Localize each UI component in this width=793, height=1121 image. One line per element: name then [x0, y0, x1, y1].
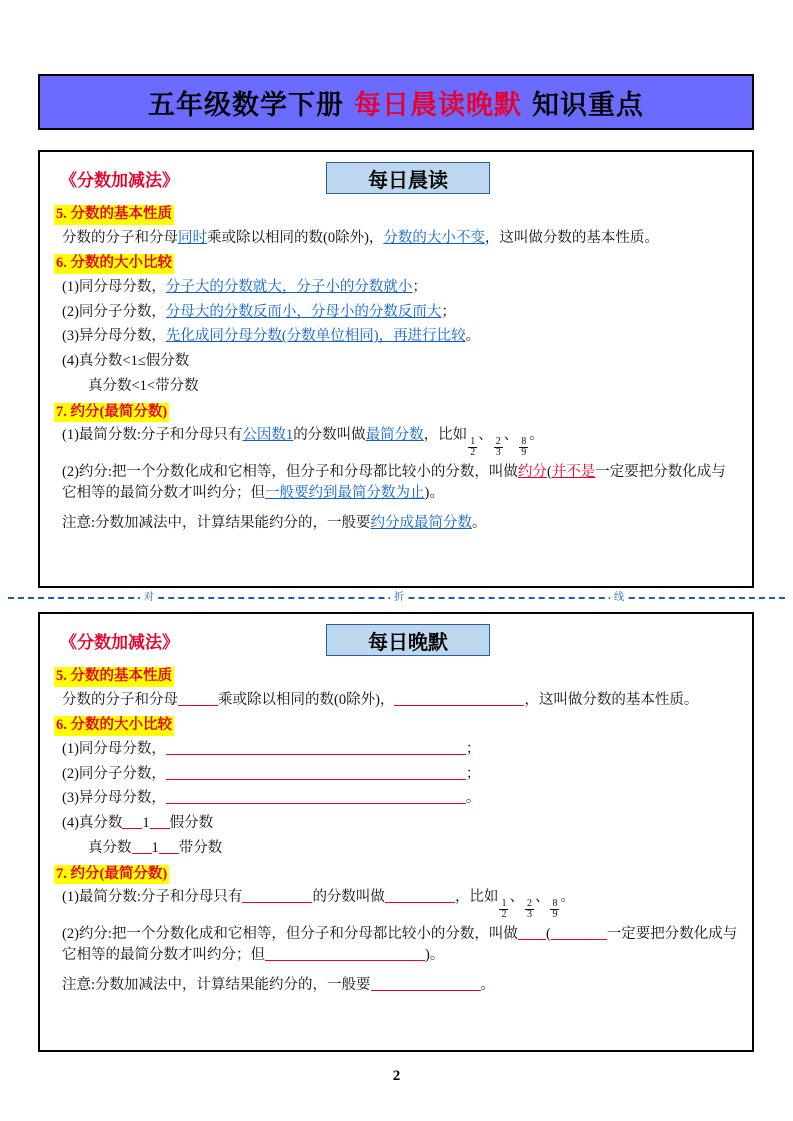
evening-heading-7: 7. 约分(最简分数): [54, 865, 169, 885]
morning-badge: 每日晨读: [326, 162, 490, 194]
fraction-one-half: $\frac{1}{2}$: [470, 435, 476, 459]
evening-item-6-5: [88, 838, 738, 860]
morning-item-7-2-b: 约分: [517, 463, 547, 480]
fraction-two-thirds: $\frac{2}{3}$: [495, 435, 501, 459]
evening-item-7-2-c: 一定要把分数化成与它相等的最简分数才叫约分；但: [62, 925, 738, 964]
evening-item-6-4-b: 1: [142, 815, 150, 832]
evening-item-7-2-d: )。: [425, 947, 445, 964]
morning-item-7-2-e: 一定要把分数化成与它相等的最简分数才叫约分；但: [62, 463, 726, 502]
evening-section-title: 《分数加减法》: [60, 633, 179, 652]
fraction-eight-ninths: $\frac{8}{9}$: [521, 435, 527, 459]
evening-note-a: 注意:分数加减法中，计算结果能约分的，一般要: [62, 977, 371, 994]
morning-item-6-1: [62, 277, 738, 299]
blank-field[interactable]: [371, 976, 481, 991]
evening-item-6-4-a: (4)真分数: [62, 815, 123, 832]
blank-field[interactable]: [122, 814, 142, 829]
fold-label-c: 线: [610, 588, 628, 603]
evening-text-5c: ，这叫做分数的基本性质。: [524, 691, 699, 708]
evening-heading-7-row: [54, 865, 738, 885]
page-title-banner: [38, 74, 754, 130]
evening-note-b: 。: [480, 977, 496, 994]
blank-field[interactable]: [166, 790, 466, 805]
morning-item-6-2-post: ；: [441, 303, 456, 320]
evening-item-6-5-a: 真分数: [88, 839, 132, 856]
evening-item-6-3-label: (3)异分母分数，: [62, 790, 166, 807]
evening-item-7-1-c: ，比如: [454, 889, 499, 906]
morning-heading-6: 6. 分数的大小比较: [54, 254, 174, 274]
morning-item-6-1-answer: 分子大的分数就大，分子小的分数就小: [165, 278, 413, 295]
morning-item-6-1-pre: (1)同分母分数，: [62, 278, 166, 295]
morning-item-6-2-answer: 分母大的分数反而小，分母小的分数反而大: [165, 303, 442, 320]
blank-field[interactable]: [518, 925, 546, 940]
evening-item-7-1-f: 。: [560, 889, 575, 906]
evening-heading-5: 5. 分数的基本性质: [54, 667, 174, 687]
blank-field[interactable]: [178, 691, 218, 706]
blank-field[interactable]: [551, 925, 607, 940]
morning-item-7-2-c: (: [546, 463, 552, 480]
evening-item-6-2-end: ；: [465, 765, 481, 782]
evening-note: [62, 975, 738, 997]
evening-item-6-1-label: (1)同分母分数，: [62, 740, 166, 757]
morning-item-6-1-post: ；: [412, 278, 427, 295]
morning-item-7-2-d: 并不是: [551, 463, 596, 480]
morning-item-6-3-pre: (3)异分母分数，: [62, 328, 166, 345]
morning-text-5e: ，这叫做分数的基本性质。: [484, 229, 659, 246]
evening-item-7-1-e: 、: [534, 889, 550, 906]
morning-heading-5-row: [54, 205, 738, 225]
morning-item-7-1: [62, 425, 738, 459]
evening-item-6-5-c: 带分数: [178, 839, 223, 856]
morning-item-6-3: [62, 326, 738, 348]
morning-text-5c: 乘或除以相同的数(0除外)，: [207, 229, 384, 246]
morning-item-7-1-g: 、: [503, 427, 519, 444]
blank-field[interactable]: [166, 740, 466, 755]
morning-item-7-1-b: 公因数1: [242, 427, 294, 444]
evening-heading-5-row: [54, 667, 738, 687]
morning-item-7-1-a: (1)最简分数:分子和分母只有: [62, 427, 243, 444]
morning-item-7-1-f: 、: [478, 427, 493, 444]
evening-text-5a: 分数的分子和分母: [62, 691, 178, 708]
evening-text-5b: 乘或除以相同的数(0除外)，: [218, 691, 395, 708]
morning-text-5a: 分数的分子和分母: [62, 229, 178, 246]
morning-reading-card: [38, 150, 754, 588]
fraction-eight-ninths: $\frac{8}{9}$: [552, 897, 558, 921]
page-number: 2: [392, 1068, 401, 1084]
title-highlight: 每日晨读晚默: [354, 89, 522, 120]
morning-item-6-2: [62, 302, 738, 324]
blank-field[interactable]: [265, 947, 425, 962]
evening-item-6-2-label: (2)同分子分数，: [62, 765, 166, 782]
morning-text-5b: 同时: [178, 229, 207, 246]
blank-field[interactable]: [385, 888, 455, 903]
morning-card-header: [54, 162, 738, 200]
morning-heading-7: 7. 约分(最简分数): [54, 403, 169, 423]
morning-text-5: [62, 228, 738, 250]
morning-item-7-1-d: 最简分数: [365, 427, 424, 444]
fraction-one-half: $\frac{1}{2}$: [501, 897, 507, 921]
morning-section-title: 《分数加减法》: [60, 171, 179, 190]
morning-item-7-2-g: )。: [424, 485, 444, 502]
morning-note-a: 注意:分数加减法中，计算结果能约分的，一般要: [62, 515, 371, 532]
morning-item-6-3-post: 。: [465, 328, 481, 345]
evening-badge: 每日晚默: [326, 624, 490, 656]
morning-note: [62, 513, 738, 535]
evening-item-6-5-b: 1: [151, 839, 159, 856]
evening-item-7-2-b: (: [545, 925, 551, 942]
title-suffix: 知识重点: [532, 89, 644, 120]
evening-item-7-2-a: (2)约分:把一个分数化成和它相等，但分子和分母都比较小的分数，叫做: [62, 925, 518, 942]
morning-item-6-2-pre: (2)同分子分数，: [62, 303, 166, 320]
morning-text-5d: 分数的大小不变: [383, 229, 485, 246]
blank-field[interactable]: [394, 691, 524, 706]
evening-item-6-2: [62, 764, 738, 786]
morning-item-7-1-c: 的分数叫做: [293, 427, 366, 444]
evening-item-6-1: [62, 739, 738, 761]
evening-item-6-4: [62, 813, 738, 835]
morning-item-7-1-e: ，比如: [423, 427, 468, 444]
evening-dictation-card: [38, 612, 754, 1052]
blank-field[interactable]: [166, 765, 466, 780]
evening-item-7-1-d: 、: [509, 889, 524, 906]
morning-note-b: 约分成最简分数: [370, 515, 473, 532]
evening-heading-6: 6. 分数的大小比较: [54, 716, 174, 736]
morning-item-7-2-f: 一般要约到最简分数为止: [265, 485, 425, 502]
morning-item-6-3-answer: 先化成同分母分数(分数单位相同)，再进行比较: [165, 328, 466, 345]
evening-text-5: [62, 690, 738, 712]
blank-field[interactable]: [132, 839, 152, 854]
evening-heading-6-row: [54, 716, 738, 736]
evening-item-7-1-b: 的分数叫做: [312, 889, 385, 906]
evening-item-6-1-end: ；: [465, 740, 481, 757]
title-grade: 五年级数学下册: [148, 89, 344, 120]
evening-card-header: [54, 624, 738, 662]
blank-field[interactable]: [242, 888, 312, 903]
morning-item-7-1-h: 。: [529, 427, 544, 444]
morning-heading-7-row: [54, 403, 738, 423]
evening-item-7-2: [62, 924, 738, 968]
morning-heading-5: 5. 分数的基本性质: [54, 205, 174, 225]
evening-item-6-4-c: 假分数: [169, 815, 214, 832]
evening-item-7-1: [62, 887, 738, 921]
morning-item-6-5: 真分数<1<带分数: [88, 377, 199, 394]
morning-note-c: 。: [472, 515, 487, 532]
blank-field[interactable]: [159, 839, 179, 854]
blank-field[interactable]: [150, 814, 170, 829]
evening-item-6-3-end: 。: [465, 790, 481, 807]
morning-item-6-4: (4)真分数<1≤假分数: [62, 353, 190, 370]
evening-item-6-3: [62, 788, 738, 810]
morning-item-7-2-a: (2)约分:把一个分数化成和它相等，但分子和分母都比较小的分数，叫做: [62, 463, 518, 480]
evening-item-7-1-a: (1)最简分数:分子和分母只有: [62, 889, 243, 906]
fold-label-a: 对: [140, 588, 158, 603]
fraction-two-thirds: $\frac{2}{3}$: [526, 897, 532, 921]
fold-label-b: 折: [390, 588, 408, 603]
morning-heading-6-row: [54, 254, 738, 274]
morning-item-7-2: [62, 462, 738, 506]
